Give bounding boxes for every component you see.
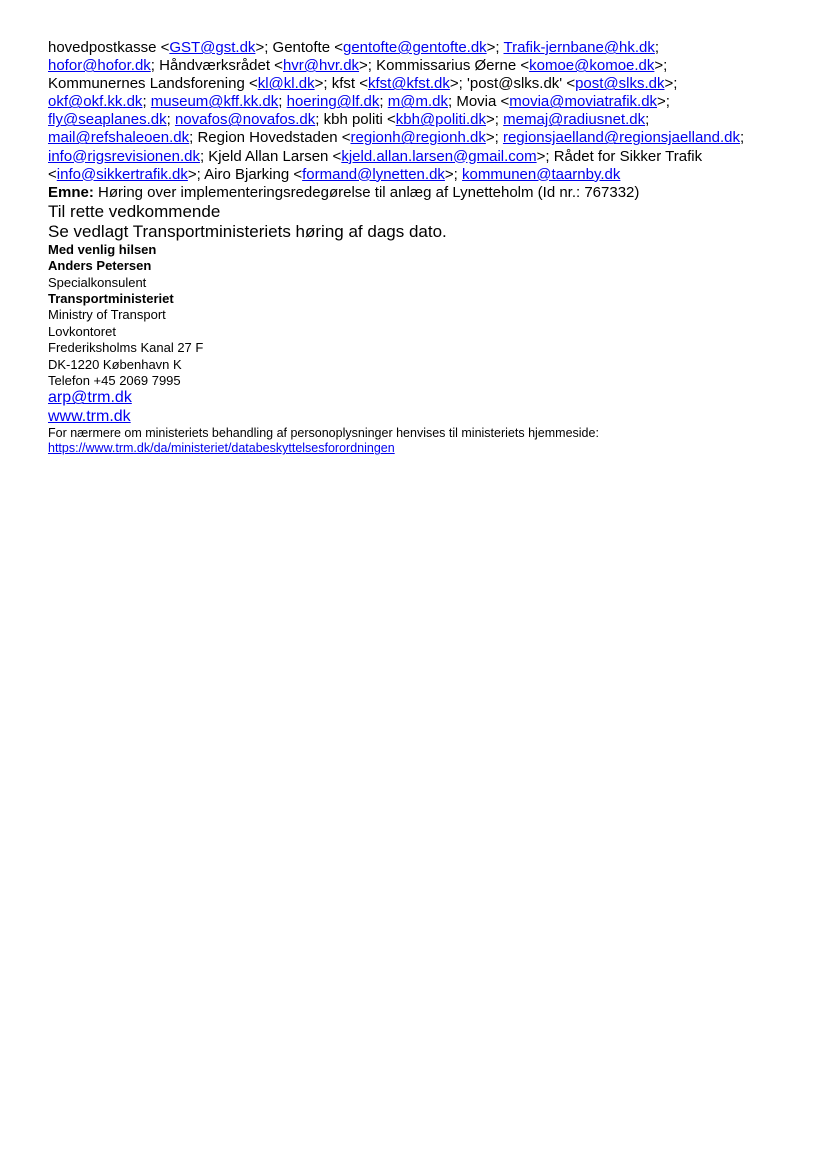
recipient-text: < (48, 165, 57, 183)
recipient-email-link[interactable]: hofor@hofor.dk (48, 57, 151, 75)
organization-english: Ministry of Transport (48, 307, 166, 323)
recipient-text: >; (654, 57, 668, 75)
recipient-email-link[interactable]: fly@seaplanes.dk (48, 111, 167, 129)
website-link[interactable]: www.trm.dk (48, 407, 131, 425)
recipient-text: >; (486, 111, 504, 129)
greeting: Til rette vedkommende (48, 201, 221, 221)
recipient-line (48, 148, 808, 166)
recipient-text: ; Kjeld Allan Larsen < (199, 147, 342, 165)
recipient-text: ; (740, 129, 745, 147)
recipient-text: hovedpostkasse < (48, 39, 170, 56)
recipient-email-link[interactable]: kl@kl.dk (257, 75, 315, 93)
recipient-email-link[interactable]: hoering@lf.dk (286, 93, 380, 111)
recipient-text: >; 'post@slks.dk' < (449, 75, 576, 93)
recipient-email-link[interactable]: info@rigsrevisionen.dk (48, 147, 200, 165)
subject-label: Emne: (48, 183, 94, 201)
recipient-email-link[interactable]: mail@refshaleoen.dk (48, 129, 190, 147)
recipient-list (48, 39, 808, 184)
recipient-email-link[interactable]: kjeld.allan.larsen@gmail.com (341, 147, 537, 165)
recipient-email-link[interactable]: regionh@regionh.dk (350, 129, 486, 147)
office: Lovkontoret (48, 323, 116, 339)
street-address: Frederiksholms Kanal 27 F (48, 340, 204, 356)
recipient-text: ; kbh politi < (315, 111, 396, 129)
closing: Med venlig hilsen (48, 241, 157, 257)
recipient-line (48, 129, 808, 147)
recipient-text: >; Rådet for Sikker Trafik (536, 147, 703, 165)
sender-name: Anders Petersen (48, 258, 152, 274)
recipient-text: >; Airo Bjarking < (187, 165, 303, 183)
recipient-text: >; (657, 93, 670, 111)
recipient-line (48, 93, 808, 111)
recipient-text: ; (379, 93, 388, 111)
recipient-email-link[interactable]: info@sikkertrafik.dk (56, 165, 188, 183)
recipient-email-link[interactable]: memaj@radiusnet.dk (503, 111, 646, 129)
recipient-text: ; Region Hovedstaden < (189, 129, 351, 147)
sender-title: Specialkonsulent (48, 274, 147, 290)
recipient-text: >; (485, 129, 503, 147)
recipient-line (48, 111, 808, 129)
recipient-text: ; (142, 93, 151, 111)
recipient-text: ; (654, 39, 660, 56)
recipient-email-link[interactable]: formand@lynetten.dk (302, 165, 445, 183)
recipient-email-link[interactable]: m@m.dk (387, 93, 448, 111)
recipient-text: >; (486, 39, 504, 56)
recipient-email-link[interactable]: regionsjaelland@regionsjaelland.dk (502, 129, 741, 147)
subject-line (48, 184, 808, 202)
recipient-email-link[interactable]: kommunen@taarnby.dk (462, 165, 621, 183)
privacy-link[interactable]: https://www.trm.dk/da/ministeriet/databeskyttelsesforordningen (48, 441, 395, 456)
message-text: Se vedlagt Transportministeriets høring af dags dato. (48, 221, 447, 241)
recipient-line (48, 39, 808, 57)
recipient-email-link[interactable]: okf@okf.kk.dk (48, 93, 143, 111)
recipient-text: Kommunernes Landsforening < (48, 75, 258, 93)
recipient-email-link[interactable]: kbh@politi.dk (395, 111, 487, 129)
subject-text: Høring over implementeringsredegørelse til anlæg af Lynetteholm (Id nr.: 767332) (93, 183, 640, 201)
recipient-text: ; Håndværksrådet < (150, 57, 283, 75)
recipient-text: >; (664, 75, 678, 93)
recipient-email-link[interactable]: novafos@novafos.dk (174, 111, 316, 129)
recipient-text: >; Gentofte < (255, 39, 343, 56)
recipient-text: ; (645, 111, 650, 129)
recipient-email-link[interactable]: kfst@kfst.dk (367, 75, 450, 93)
recipient-email-link[interactable]: komoe@komoe.dk (529, 57, 655, 75)
recipient-email-link[interactable]: movia@moviatrafik.dk (509, 93, 658, 111)
recipient-email-link[interactable]: GST@gst.dk (169, 39, 256, 56)
recipient-email-link[interactable]: museum@kff.kk.dk (150, 93, 279, 111)
recipient-text: >; (444, 165, 463, 183)
recipient-text: >; Kommissarius Øerne < (359, 57, 530, 75)
recipient-text: >; kfst < (314, 75, 368, 93)
recipient-line (48, 57, 808, 75)
recipient-text: ; (166, 111, 175, 129)
email-link[interactable]: arp@trm.dk (48, 389, 132, 407)
recipient-email-link[interactable]: gentofte@gentofte.dk (343, 39, 487, 56)
recipient-text: ; (278, 93, 287, 111)
organization: Transportministeriet (48, 290, 174, 306)
recipient-line (48, 75, 808, 93)
email-document (48, 39, 808, 456)
recipient-email-link[interactable]: post@slks.dk (575, 75, 665, 93)
phone-number: Telefon +45 2069 7995 (48, 373, 181, 388)
city-address: DK-1220 København K (48, 356, 182, 372)
privacy-notice: For nærmere om ministeriets behandling af personoplysninger henvises til ministeriets hjemmeside: (48, 426, 599, 441)
recipient-email-link[interactable]: Trafik-jernbane@hk.dk (503, 39, 655, 56)
recipient-text: ; Movia < (447, 93, 510, 111)
recipient-email-link[interactable]: hvr@hvr.dk (282, 57, 360, 75)
recipient-line (48, 166, 808, 184)
